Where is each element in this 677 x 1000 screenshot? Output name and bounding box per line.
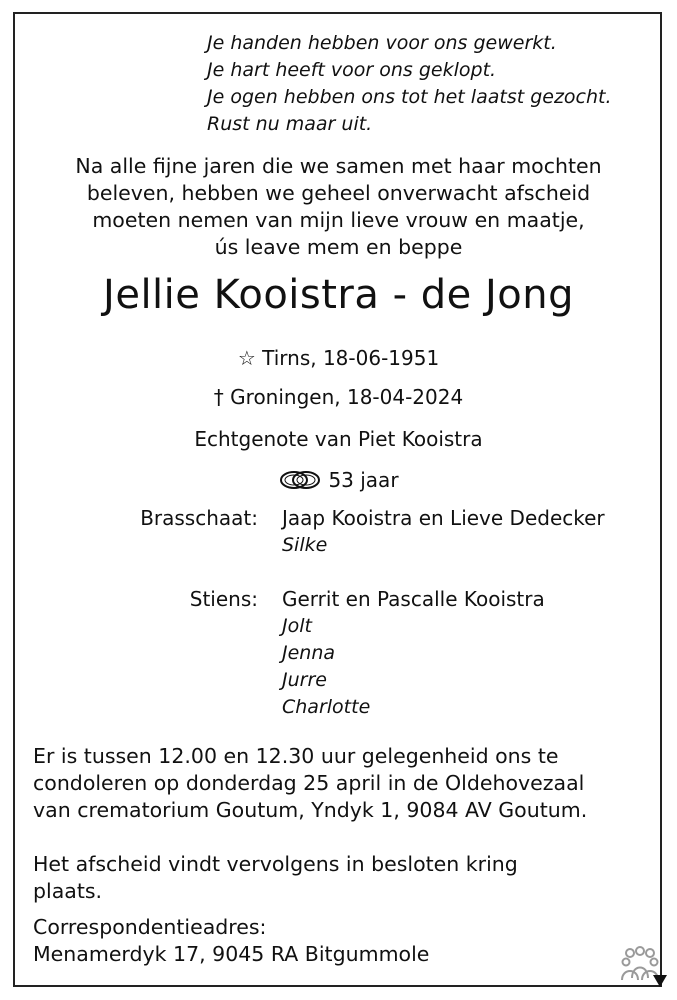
- birth-line: [20, 345, 657, 371]
- condolence-line: van crematorium Goutum, Yndyk 1, 9084 AV Goutum.: [33, 798, 588, 822]
- farewell-line: plaats.: [33, 879, 103, 903]
- death-line: [20, 384, 657, 410]
- intro-line: Na alle fijne jaren die we samen met haar mochten: [75, 154, 602, 178]
- wedding-rings-icon: [278, 469, 322, 491]
- marriage-text: 53 jaar: [328, 468, 399, 492]
- cross-icon: †: [213, 385, 224, 409]
- birth-text: Tirns, 18-06-1951: [262, 346, 440, 370]
- grandchild-name: Jenna: [282, 642, 336, 664]
- correspondence-label: Correspondentieadres:: [33, 915, 267, 939]
- marriage-line: [20, 467, 657, 493]
- correspondence-address: Menamerdyk 17, 9045 RA Bitgummole: [33, 942, 430, 966]
- spouse-line: Echtgenote van Piet Kooistra: [194, 427, 483, 451]
- condolence-line: condoleren op donderdag 25 april in de Oldehovezaal: [33, 771, 585, 795]
- intro-line: beleven, hebben we geheel onverwacht afscheid: [86, 181, 591, 205]
- family-place: Stiens:: [189, 587, 258, 611]
- scroll-down-arrow-icon[interactable]: [653, 975, 667, 987]
- grandchild-name: Jurre: [282, 669, 327, 691]
- star-icon: ☆: [237, 346, 256, 370]
- family-names: Gerrit en Pascalle Kooistra: [282, 587, 545, 611]
- poem-line: Je hart heeft voor ons geklopt.: [207, 59, 497, 81]
- death-text: Groningen, 18-04-2024: [230, 385, 464, 409]
- family-names: Jaap Kooistra en Lieve Dedecker: [282, 506, 605, 530]
- poem-line: Je ogen hebben ons tot het laatst gezocht.: [207, 86, 612, 108]
- condolence-line: Er is tussen 12.00 en 12.30 uur gelegenheid ons te: [33, 744, 559, 768]
- farewell-line: Het afscheid vindt vervolgens in besloten kring: [33, 852, 518, 876]
- poem-line: Rust nu maar uit.: [207, 113, 373, 135]
- grandchild-name: Charlotte: [282, 696, 371, 718]
- intro-line: ús leave mem en beppe: [214, 235, 463, 259]
- deceased-name: Jellie Kooistra - de Jong: [103, 272, 574, 318]
- intro-line: moeten nemen van mijn lieve vrouw en maatje,: [92, 208, 585, 232]
- poem-line: Je handen hebben voor ons gewerkt.: [207, 32, 557, 54]
- grandchild-name: Silke: [282, 534, 328, 556]
- family-place: Brasschaat:: [140, 506, 258, 530]
- grandchild-name: Jolt: [282, 615, 312, 637]
